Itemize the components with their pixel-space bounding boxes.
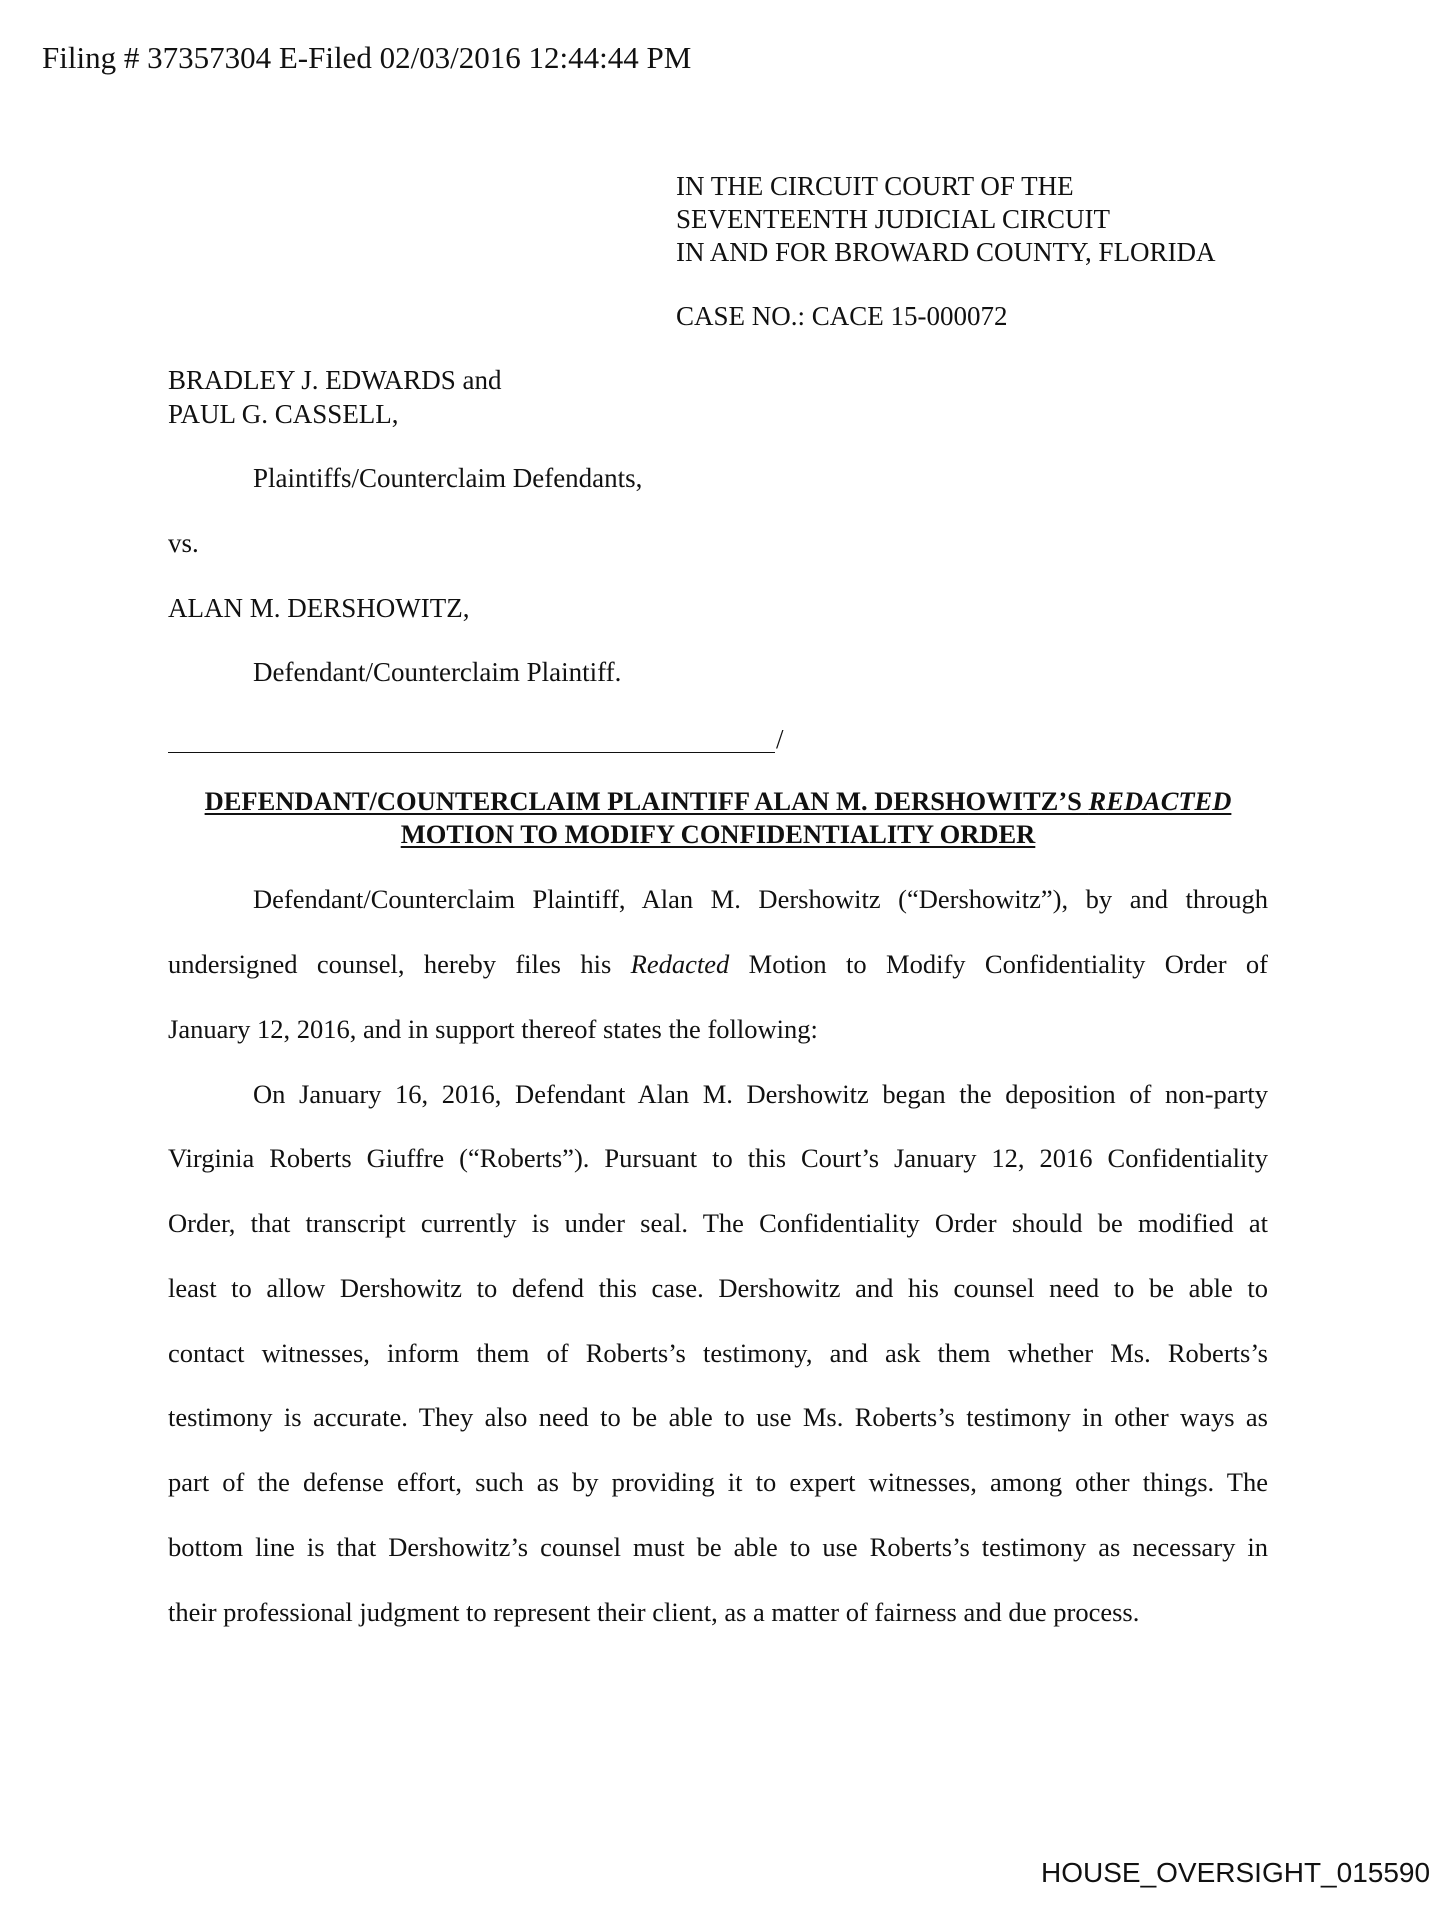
body-line: their professional judgment to represent their client, as a matter of fairness and due process. <box>168 1597 1140 1627</box>
body-italic: Redacted <box>630 949 730 979</box>
defendant-role: Defendant/Counterclaim Plaintiff. <box>253 657 622 687</box>
body-line: bottom line is that Dershowitz’s counsel must be able to use Roberts’s testimony as necessary in <box>168 1532 1268 1562</box>
body-line: On January 16, 2016, Defendant Alan M. Dershowitz began the deposition of non-party <box>253 1079 1268 1109</box>
body-line: least to allow Dershowitz to defend this case. Dershowitz and his counsel need to be able to <box>168 1273 1268 1303</box>
title-line-2: MOTION TO MODIFY CONFIDENTIALITY ORDER <box>400 819 1036 849</box>
court-line: SEVENTEENTH JUDICIAL CIRCUIT <box>676 204 1110 234</box>
filing-stamp: Filing # 37357304 E-Filed 02/03/2016 12:44:44 PM <box>42 40 692 75</box>
plaintiff-role: Plaintiffs/Counterclaim Defendants, <box>253 463 643 493</box>
title-redacted: REDACTED <box>1088 786 1232 816</box>
body-line: testimony is accurate. They also need to be able to use Ms. Roberts’s testimony in other ways as <box>168 1402 1268 1432</box>
body-line <box>168 948 1268 981</box>
caption-divider <box>168 752 775 753</box>
body-line: Defendant/Counterclaim Plaintiff, Alan M. Dershowitz (“Dershowitz”), by and through <box>253 884 1268 914</box>
document-title-line-2 <box>168 818 1268 851</box>
body-line: part of the defense effort, such as by providing it to expert witnesses, among other things. The <box>168 1467 1268 1497</box>
body-line: Virginia Roberts Giuffre (“Roberts”). Pursuant to this Court’s January 12, 2016 Confidentiality <box>168 1143 1268 1173</box>
defendant-name: ALAN M. DERSHOWITZ, <box>168 593 470 623</box>
plaintiff-name-2: PAUL G. CASSELL, <box>168 399 399 429</box>
body-line: Order, that transcript currently is under seal. The Confidentiality Order should be modified at <box>168 1208 1268 1238</box>
versus: vs. <box>168 528 199 558</box>
court-line: IN THE CIRCUIT COURT OF THE <box>676 171 1074 201</box>
court-line: IN AND FOR BROWARD COUNTY, FLORIDA <box>676 237 1216 267</box>
case-number: CASE NO.: CACE 15-000072 <box>676 301 1008 331</box>
body-line: contact witnesses, inform them of Roberts’s testimony, and ask them whether Ms. Roberts’s <box>168 1338 1268 1368</box>
body-text: undersigned counsel, hereby files his <box>168 949 631 979</box>
body-line: January 12, 2016, and in support thereof states the following: <box>168 1014 818 1044</box>
bates-number: HOUSE_OVERSIGHT_015590 <box>1041 1857 1431 1888</box>
caption-slash: / <box>776 724 784 754</box>
court-heading <box>676 170 1216 269</box>
document-title-line-1 <box>168 785 1268 818</box>
body-text: Motion to Modify Confidentiality Order of <box>729 949 1268 979</box>
plaintiff-name-1: BRADLEY J. EDWARDS and <box>168 365 502 395</box>
title-main: DEFENDANT/COUNTERCLAIM PLAINTIFF ALAN M. DERSHOWITZ’S <box>204 786 1089 816</box>
